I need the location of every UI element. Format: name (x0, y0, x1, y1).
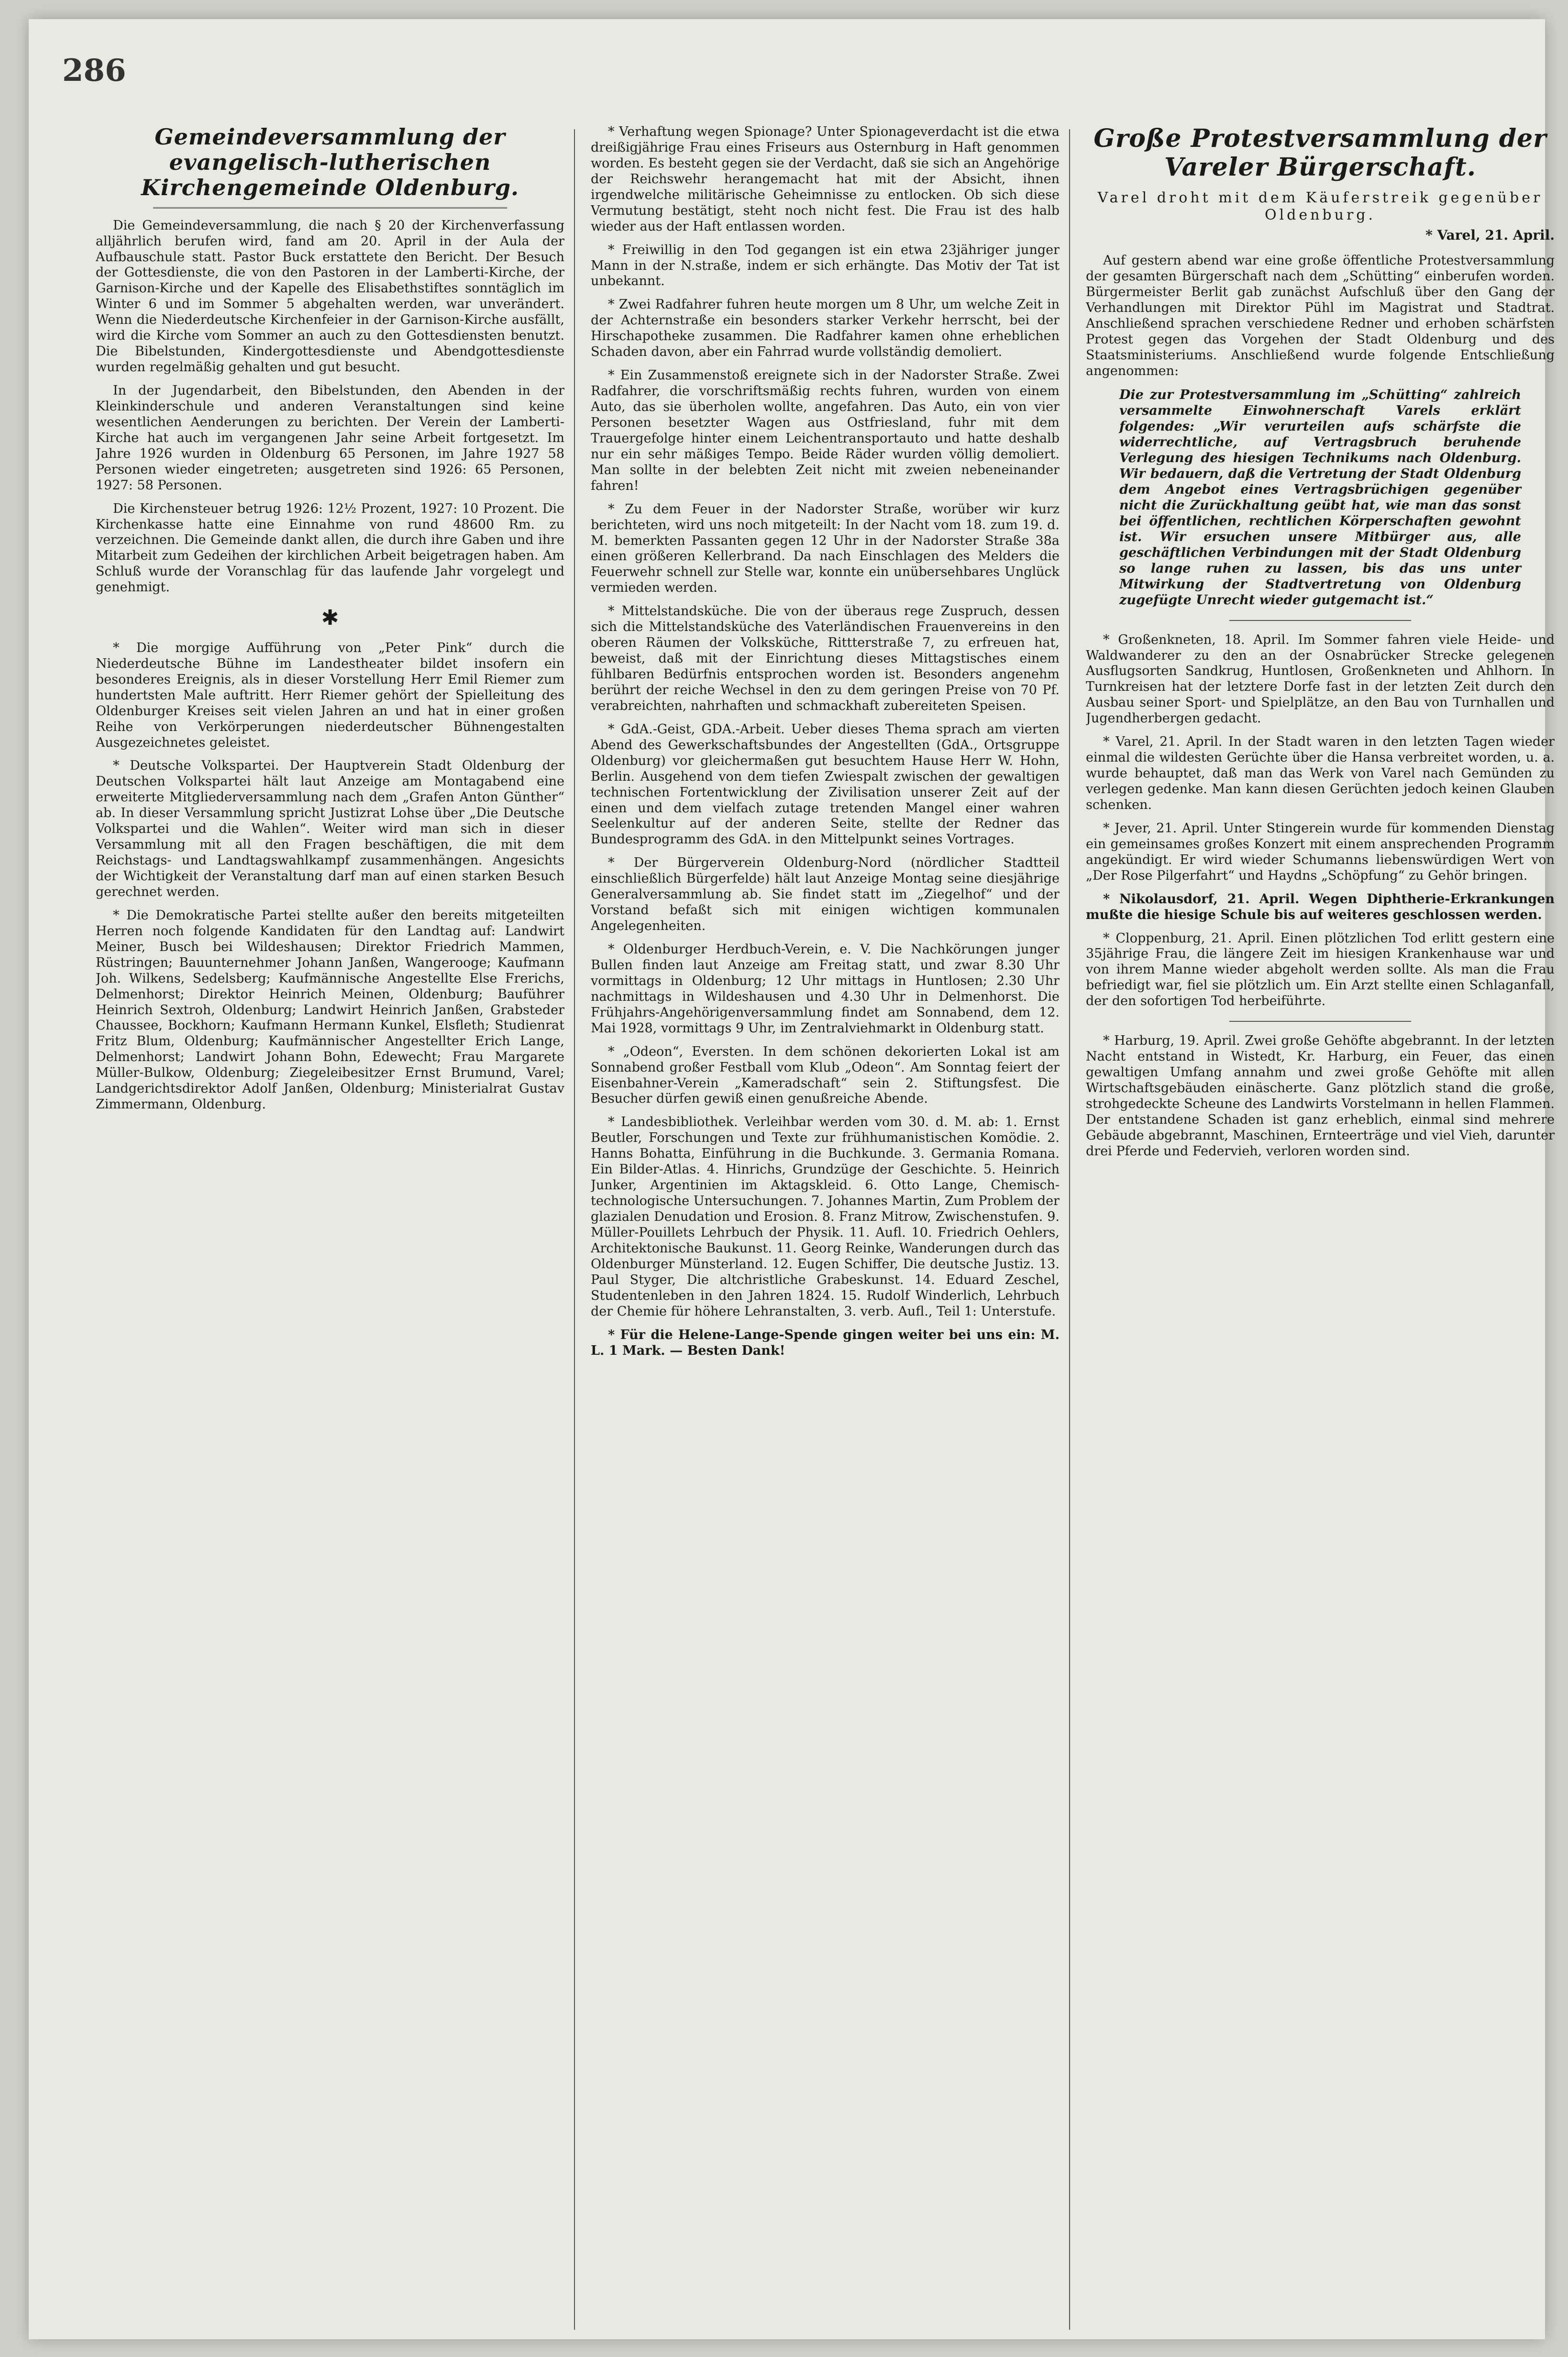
news-item: * Jever, 21. April. Unter Stingerein wurde für kommenden Dienstag ein gemeinsames großes Konzert mit einem ansprechenden Programm angekündigt. Er wird wieder Schumanns liebenswürdigen Wert von „Der Rose Pilgerfahrt“ und Haydns „Schöpfung“ zu Gehör bringen. (1086, 820, 1555, 883)
column-middle (591, 124, 1060, 2335)
news-item: * GdA.-Geist, GDA.-Arbeit. Ueber dieses Thema sprach am vierten Abend des Gewerkschaftsbundes der Angestellten (GdA., Ortsgruppe Oldenburg) vor gleichermaßen gut besuchtem Hause Herr W. Hohn, Berlin. Ausgehend von dem tiefen Zwiespalt zwischen der gewaltigen technischen Fortentwicklung der Zivilisation unserer Zeit auf der einen und dem vielfach zutage tretenden Mangel einer wahren Seelenkultur auf der anderen Seite, stellte der Redner das Bundesprogramm des GdA. in den Mittelpunkt seines Vortrages. (591, 721, 1060, 847)
section-rule (1229, 620, 1411, 621)
news-item: * Die morgige Aufführung von „Peter Pink“ durch die Niederdeutsche Bühne im Landestheater bildet insofern ein besonderes Ereignis, als in dieser Vorstellung Herr Emil Riemer zum hundertsten Male auftritt. Herr Riemer gehört der Spielleitung des Oldenburger Kreises seit vielen Jahren an und hat in einer großen Reihe von Verkörperungen niederdeutscher Bühnengestalten Ausgezeichnetes geleistet. (96, 640, 564, 750)
page-number: 286 (62, 53, 126, 89)
news-item: * Freiwillig in den Tod gegangen ist ein etwa 23jähriger junger Mann in der N.straße, indem er sich erhängte. Das Motiv der Tat ist unbekannt. (591, 242, 1060, 289)
newspaper-page (29, 19, 1555, 2339)
news-item: * Verhaftung wegen Spionage? Unter Spionageverdacht ist die etwa dreißigjährige Frau eines Friseurs aus Osternburg in Haft genommen worden. Es besteht gegen sie der Verdacht, daß sie sich an Angehörige der Reichswehr herangemacht hat mit der Absicht, ihnen irgendwelche militärische Geheimnisse zu entlocken. Ob sich diese Vermutung bestätigt, steht noch nicht fest. Die Frau ist des halb wieder aus der Haft entlassen worden. (591, 124, 1060, 234)
news-item: * Zu dem Feuer in der Nadorster Straße, worüber wir kurz berichteten, wird uns noch mitgeteilt: In der Nacht vom 18. zum 19. d. M. bemerkten Passanten gegen 12 Uhr in der Nadorster Straße 38a einen größeren Kellerbrand. Da nach Einschlagen des Melders die Feuerwehr schnell zur Stelle war, konnte ein unübersehbares Unglück vermieden werden. (591, 501, 1060, 596)
news-item: * Cloppenburg, 21. April. Einen plötzlichen Tod erlitt gestern eine 35jährige Frau, die längere Zeit im hiesigen Krankenhause war und von ihrem Manne wieder abgeholt werden sollte. Als man die Frau befriedigt war, fiel sie plötzlich um. Ein Arzt stellte einen Schlaganfall, der den sofortigen Tod herbeiführte. (1086, 930, 1555, 1009)
article-paragraph: Die Gemeindeversammlung, die nach § 20 der Kirchenverfassung alljährlich berufen wird, fand am 20. April in der Aula der Aufbauschule statt. Pastor Buck erstattete den Bericht. Der Besuch der Gottesdienste, die von den Pastoren in der Lamberti-Kirche, der Garnison-Kirche und der Kapelle des Elisabethstiftes sonntäglich im Winter 6 und im Sommer 5 abgehalten werden, war unverändert. Wenn die Niederdeutsche Kirchenfeier in der Garnison-Kirche ausfällt, wird die Kirche vom Sommer an auch zu den Gottesdiensten benutzt. Die Bibelstunden, Kindergottesdienste und Abendgottesdienste wurden regelmäßig gehalten und gut besucht. (96, 218, 564, 375)
news-item: * Harburg, 19. April. Zwei große Gehöfte abgebrannt. In der letzten Nacht entstand in Wistedt, Kr. Harburg, ein Feuer, das einen gewaltigen Umfang annahm und zwei große Gehöfte mit allen Wirtschaftsgebäuden einäscherte. Ganz plötzlich stand die große, strohgedeckte Scheune des Landwirts Vorstelmann in hellen Flammen. Der entstandene Schaden ist ganz erheblich, einmal sind mehrere Gebäude abgebrannt, Maschinen, Ernteerträge und viel Vieh, darunter drei Pferde und Federvieh, verloren worden sind. (1086, 1033, 1555, 1159)
news-item: * Oldenburger Herdbuch-Verein, e. V. Die Nachkörungen junger Bullen finden laut Anzeige am Freitag statt, und zwar 8.30 Uhr vormittags in Oldenburg; 12 Uhr mittags in Huntlosen; 2.30 Uhr nachmittags in Wildeshausen und 4.30 Uhr in Delmenhorst. Die Frühjahrs-Angehörigenversammlung findet am Sonnabend, dem 12. Mai 1928, vormittags 9 Uhr, im Zentralviehmarkt in Oldenburg statt. (591, 942, 1060, 1036)
article-headline: Gemeindeversammlung der evangelisch-lutherischen Kirchengemeinde Oldenburg. (141, 124, 519, 200)
section-separator-asterisk: ✱ (321, 606, 339, 631)
article-headline: Große Protestversammlung der Vareler Bürgerschaft. (1093, 124, 1547, 182)
news-item: * Die Demokratische Partei stellte außer den bereits mitgeteilten Herren noch folgende Kandidaten für den Landtag auf: Landwirt Meiner, Busch bei Wildeshausen; Direktor Friedrich Mammen, Rüstringen; Bauunternehmer Johann Janßen, Wangerooge; Kaufmann Joh. Wilkens, Sedelsberg; Kaufmännische Angestellte Else Frerichs, Delmenhorst; Direktor Heinrich Meinen, Oldenburg; Bauführer Heinrich Sextroh, Oldenburg; Landwirt Heinrich Janßen, Grabsteder Chaussee, Bockhorn; Kaufmann Hermann Kunkel, Elsfleth; Studienrat Fritz Blum, Oldenburg; Kaufmännischer Angestellter Erich Lange, Delmenhorst; Landwirt Johann Bohn, Edewecht; Frau Margarete Müller-Bulkow, Oldenburg; Ziegeleibesitzer Ernst Brumund, Varel; Landgerichtsdirektor Adolf Janßen, Oldenburg; Ministerialrat Gustav Zimmermann, Oldenburg. (96, 907, 564, 1112)
article-subheadline: Varel droht mit dem Käuferstreik gegenüber Oldenburg. (1097, 189, 1543, 224)
news-item: * Ein Zusammenstoß ereignete sich in der Nadorster Straße. Zwei Radfahrer, die vorschriftsmäßig rechts fuhren, wurden von einem Auto, das sie überholen wollte, angefahren. Das Auto, ein von vier Personen besetzter Wagen aus Ostfriesland, fuhr mit dem Trauergefolge hinter einem Leichentransportauto und hatte deshalb nur ein sehr mäßiges Tempo. Beide Räder wurden völlig demoliert. Man sollte in der belebten Zeit nicht mit zweien nebeneinander fahren! (591, 368, 1060, 493)
article-paragraph: Die Kirchensteuer betrug 1926: 12½ Prozent, 1927: 10 Prozent. Die Kirchenkasse hatte eine Einnahme von rund 48600 Rm. zu verzeichnen. Die Gemeinde dankt allen, die durch ihre Gaben und ihre Mitarbeit zum Gedeihen der kirchlichen Arbeit beigetragen haben. Am Schluß wurde der Voranschlag für das laufende Jahr vorgelegt und genehmigt. (96, 501, 564, 595)
article-paragraph: Auf gestern abend war eine große öffentliche Protestversammlung der gesamten Bürgerschaft nach dem „Schütting“ einberufen worden. Bürgermeister Berlit gab zunächst Aufschluß über den Gang der Verhandlungen mit Direktor Pühl im Magistrat und Stadtrat. Anschließend sprachen verschiedene Redner und erhoben schärfsten Protest gegen das Vorgehen der Stadt Oldenburg und des Staatsministeriums. Anschließend wurde folgende Entschließung angenommen: (1086, 253, 1555, 378)
news-item: * Großenkneten, 18. April. Im Sommer fahren viele Heide- und Waldwanderer zu den an der Osnabrücker Strecke gelegenen Ausflugsorten Sandkrug, Huntlosen, Großenkneten und Ahlhorn. In Turnkreisen hat der letztere Dorfe fast in der letzten Zeit durch den Ausbau seiner Sport- und Spielplätze, an den Bau von Turnhallen und Jugendherbergen gedacht. (1086, 632, 1555, 726)
headline-rule (153, 207, 507, 209)
section-rule (1229, 1021, 1411, 1022)
news-item: * Mittelstandsküche. Die von der überaus rege Zuspruch, dessen sich die Mittelstandsküche des Vaterländischen Frauenvereins in den oberen Räumen der Volksküche, Rittterstraße 7, zu erfreuen hat, beweist, daß mit der Einrichtung dieses Mittagstisches einem fühlbaren Bedürfnis entsprochen worden ist. Besonders angenehm berührt der reiche Wechsel in den zu dem geringen Preise von 70 Pf. verabreichten, nahrhaften und schmackhaft zubereiteten Speisen. (591, 604, 1060, 713)
news-item: * Der Bürgerverein Oldenburg-Nord (nördlicher Stadtteil einschließlich Bürgerfelde) hält laut Anzeige Montag seine diesjährige Generalversammlung ab. Sie findet statt im „Ziegelhof“ und der Vorstand befaßt sich mit einigen wichtigen kommunalen Angelegenheiten. (591, 855, 1060, 934)
news-item: * Deutsche Volkspartei. Der Hauptverein Stadt Oldenburg der Deutschen Volkspartei hält laut Anzeige am Montagabend eine erweiterte Mitgliederversammlung nach dem „Grafen Anton Günther“ ab. In dieser Versammlung spricht Justizrat Lohse über „Die Deutsche Volkspartei und die Wahlen“. Weiter wird man sich in dieser Versammlung mit all den Fragen beschäftigen, die mit dem Reichstags- und Landtagswahlkampf zusammenhängen. Angesichts der Wichtigkeit der Veranstaltung darf man auf einen starken Besuch gerechnet werden. (96, 758, 564, 899)
column-divider (1069, 129, 1070, 2330)
column-right (1086, 124, 1555, 1990)
news-item: * „Odeon“, Eversten. In dem schönen dekorierten Lokal ist am Sonnabend großer Festball vom Klub „Odeon“. Am Sonntag feiert der Eisenbahner-Verein „Kameradschaft“ sein 2. Stiftungsfest. Die Besucher dürfen gewiß einen genußreiche Abende. (591, 1044, 1060, 1107)
article-paragraph: In der Jugendarbeit, den Bibelstunden, den Abenden in der Kleinkinderschule und anderen Veranstaltungen sind keine wesentlichen Aenderungen zu berichten. Der Verein der Lamberti-Kirche hat auch im vergangenen Jahr seine Arbeit fortgesetzt. Im Jahre 1926 wurden in Oldenburg 65 Personen, im Jahre 1927 58 Personen wieder eingetreten; ausgetreten sind 1926: 65 Personen, 1927: 58 Personen. (96, 383, 564, 493)
news-item: * Nikolausdorf, 21. April. Wegen Diphtherie-Erkrankungen mußte die hiesige Schule bis auf weiteres geschlossen werden. (1086, 891, 1555, 922)
news-item: * Landesbibliothek. Verleihbar werden vom 30. d. M. ab: 1. Ernst Beutler, Forschungen und Texte zur frühhumanistischen Komödie. 2. Hanns Bohatta, Einführung in die Buchkunde. 3. Germania Romana. Ein Bilder-Atlas. 4. Hinrichs, Grundzüge der Geschichte. 5. Heinrich Junker, Argentinien im Aktagskleid. 6. Otto Lange, Chemisch-technologische Untersuchungen. 7. Johannes Martin, Zum Problem der glazialen Denudation und Erosion. 8. Franz Mitrow, Zwischenstufen. 9. Müller-Pouillets Lehrbuch der Physik. 11. Aufl. 10. Friedrich Oehlers, Architektonische Baukunst. 11. Georg Reinke, Wanderungen durch das Oldenburger Münsterland. 12. Eugen Schiffer, Die deutsche Justiz. 13. Paul Styger, Die altchristliche Grabeskunst. 14. Eduard Zeschel, Studentenleben in den Jahren 1824. 15. Rudolf Winderlich, Lehrbuch der Chemie für höhere Lehranstalten, 3. verb. Aufl., Teil 1: Unterstufe. (591, 1115, 1060, 1319)
column-left (96, 124, 564, 2335)
resolution-text: Die zur Protestversammlung im „Schütting“ zahlreich versammelte Einwohnerschaft Varels erklärt folgendes: „Wir verurteilen aufs schärfste die widerrechtliche, auf Vertragsbruch beruhende Verlegung des hiesigen Technikums nach Oldenburg. Wir bedauern, daß die Vertretung der Stadt Oldenburg dem Angebot eines Vertragsbrüchigen gegenüber nicht die Zurückhaltung geübt hat, wie man das sonst bei öffentlichen, rechtlichen Körperschaften gewohnt ist. Wir ersuchen unsere Mitbürger aus, alle geschäftlichen Verbindungen mit der Stadt Oldenburg so lange ruhen zu lassen, bis das uns unter Mitwirkung der Stadtvertretung von Oldenburg zugefügte Unrecht wieder gutgemacht ist.“ (1119, 387, 1521, 608)
news-item: * Varel, 21. April. In der Stadt waren in den letzten Tagen wieder einmal die wildesten Gerüchte über die Hansa verbreitet worden, u. a. wurde behauptet, daß man das Werk von Varel nach Gemünden zu verlegen gedenke. Man kann diesen Gerüchten jedoch keinen Glauben schenken. (1086, 734, 1555, 812)
article-dateline: * Varel, 21. April. (1425, 227, 1555, 243)
column-divider (574, 129, 575, 2330)
news-item: * Zwei Radfahrer fuhren heute morgen um 8 Uhr, um welche Zeit in der Achternstraße ein besonders starker Verkehr herrscht, bei der Hirschapotheke zusammen. Die Radfahrer kamen ohne erheblichen Schaden davon, aber ein Fahrrad wurde vollständig demoliert. (591, 297, 1060, 360)
news-item: * Für die Helene-Lange-Spende gingen weiter bei uns ein: M. L. 1 Mark. — Besten Dank! (591, 1327, 1060, 1358)
